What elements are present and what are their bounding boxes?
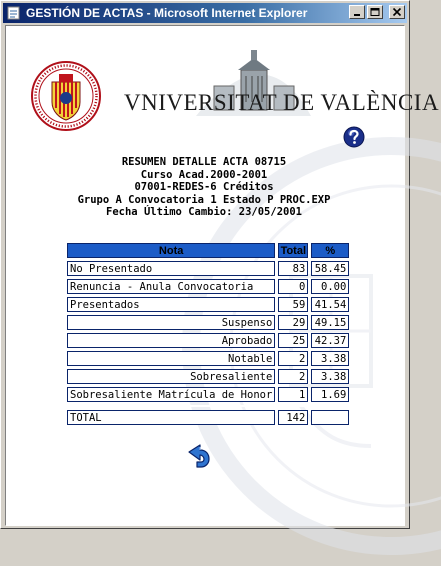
row-total: 2 <box>278 369 308 384</box>
university-seal-icon <box>30 60 102 132</box>
summary-title: RESUMEN DETALLE ACTA 08715 <box>121 156 287 168</box>
summary-date: Fecha Último Cambio: 23/05/2001 <box>106 206 302 218</box>
total-pct <box>311 410 349 425</box>
row-nota: Renuncia - Anula Convocatoria <box>67 279 275 294</box>
table-row <box>67 261 349 276</box>
table-total-row <box>67 410 349 425</box>
table-row <box>67 279 349 294</box>
summary-subject: 07001-REDES-6 Créditos <box>134 181 274 193</box>
summary-group: Grupo A Convocatoria 1 Estado P PROC.EXP <box>77 193 331 206</box>
maximize-button[interactable] <box>367 5 383 19</box>
row-nota: No Presentado <box>67 261 275 276</box>
grades-table <box>64 240 352 428</box>
row-total: 29 <box>278 315 308 330</box>
title-bar[interactable] <box>3 3 407 23</box>
table-row <box>67 333 349 348</box>
row-total: 83 <box>278 261 308 276</box>
row-pct: 3.38 <box>311 351 349 366</box>
row-nota: Aprobado <box>67 333 275 348</box>
row-pct: 58.45 <box>311 261 349 276</box>
row-pct: 1.69 <box>311 387 349 402</box>
table-row <box>67 351 349 366</box>
row-pct: 42.37 <box>311 333 349 348</box>
row-nota: Presentados <box>67 297 275 312</box>
header-pct: % <box>311 243 349 258</box>
row-total: 1 <box>278 387 308 402</box>
close-icon <box>392 8 402 17</box>
table-row <box>67 387 349 402</box>
table-row <box>67 369 349 384</box>
header-total: Total <box>278 243 308 258</box>
minimize-button[interactable] <box>349 5 365 19</box>
row-nota: Sobresaliente <box>67 369 275 384</box>
university-name: VNIVERSITAT DE VALÈNCIA <box>124 90 440 115</box>
row-total: 2 <box>278 351 308 366</box>
header-nota: Nota <box>67 243 275 258</box>
row-nota: Notable <box>67 351 275 366</box>
table-header-row <box>67 243 349 258</box>
page-content <box>5 25 440 526</box>
row-total: 25 <box>278 333 308 348</box>
close-button[interactable] <box>389 5 405 19</box>
row-pct: 49.15 <box>311 315 349 330</box>
ie-page-icon <box>6 6 22 20</box>
back-arrow-icon[interactable] <box>186 442 212 468</box>
acta-summary <box>6 156 402 219</box>
table-row <box>67 315 349 330</box>
total-value: 142 <box>278 410 308 425</box>
row-total: 59 <box>278 297 308 312</box>
table-row <box>67 297 349 312</box>
window-title: GESTIÓN DE ACTAS - Microsoft Internet Explorer <box>26 6 308 20</box>
row-pct: 0.00 <box>311 279 349 294</box>
minimize-icon <box>352 8 362 17</box>
row-total: 0 <box>278 279 308 294</box>
row-nota: Sobresaliente Matrícula de Honor <box>67 387 275 402</box>
total-label: TOTAL <box>67 410 275 425</box>
row-pct: 41.54 <box>311 297 349 312</box>
row-pct: 3.38 <box>311 369 349 384</box>
row-nota: Suspenso <box>67 315 275 330</box>
maximize-icon <box>370 8 380 17</box>
summary-course: Curso Acad.2000-2001 <box>140 168 268 181</box>
help-icon[interactable] <box>343 126 365 148</box>
